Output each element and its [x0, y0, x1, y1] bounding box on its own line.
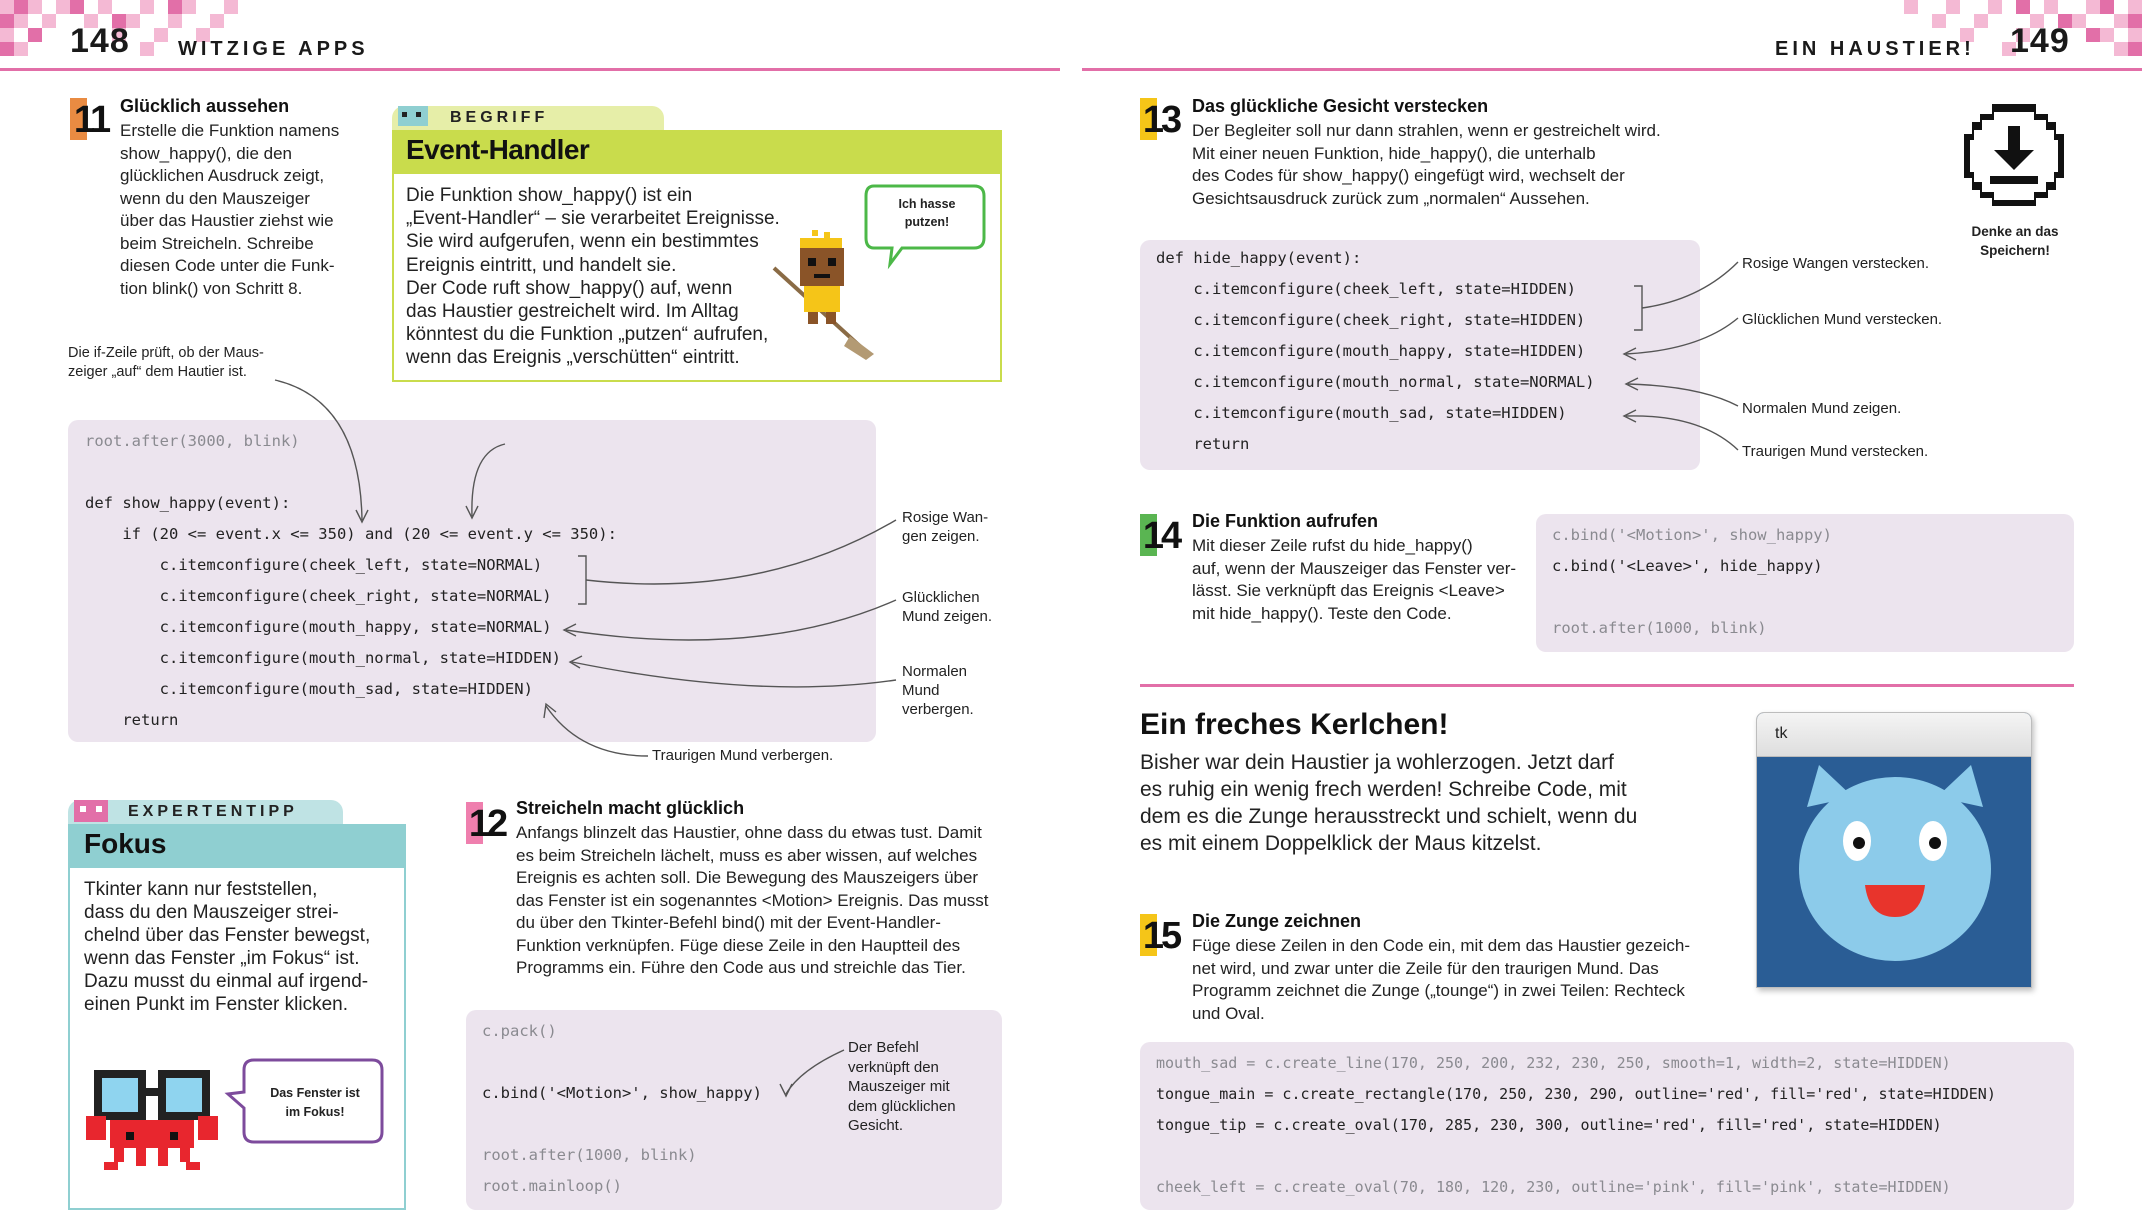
text-line: Tkinter kann nur feststellen,: [84, 879, 318, 900]
text-line: show_happy(), die den: [120, 143, 293, 163]
code-block-show-happy: [68, 420, 876, 742]
step-13-number: 13: [1140, 98, 1182, 140]
step-14-number: 14: [1140, 514, 1182, 556]
annotation-bind-explains: [848, 1038, 956, 1136]
text-line: chelnd über das Fenster bewegst,: [84, 925, 371, 946]
code-line: c.itemconfigure(mouth_sad, state=HIDDEN): [1156, 404, 1567, 422]
code-line: def show_happy(event):: [85, 494, 291, 512]
left-page-number: 148: [70, 22, 130, 60]
code-line: tongue_main = c.create_rectangle(170, 250, 230, 290, outline='red', fill='red', state=HIDDEN): [1156, 1085, 1996, 1103]
text-line: mit hide_happy(). Teste den Code.: [1192, 603, 1452, 623]
text-line: dass du den Mauszeiger strei-: [84, 902, 339, 923]
code-line: c.bind('<Motion>', show_happy): [482, 1084, 762, 1102]
text-line: über das Haustier ziehst wie: [120, 211, 334, 230]
step-11-number: 11: [70, 98, 112, 140]
text-line: Dazu musst du einmal auf irgend-: [84, 971, 369, 992]
text-line: Speichern!: [1980, 243, 2050, 258]
save-note: [1960, 222, 2070, 260]
code-line: c.itemconfigure(mouth_happy, state=HIDDEN): [1156, 342, 1586, 360]
code-line: mouth_sad = c.create_line(170, 250, 200, 232, 230, 250, smooth=1, width=2, state=HIDDEN): [1156, 1054, 1951, 1072]
expert-label: EXPERTENTIPP: [128, 803, 298, 820]
text-line: verknüpft den: [848, 1058, 939, 1076]
annotation-cheeks-hide: Rosige Wangen verstecken.: [1742, 255, 1930, 272]
text-line: wenn du den Mauszeiger: [120, 188, 310, 208]
step-15-number: 15: [1140, 914, 1182, 956]
code-line: def hide_happy(event):: [1156, 249, 1362, 267]
text-line: Erstelle die Funktion namens: [120, 121, 340, 140]
step-13-title: Das glückliche Gesicht verstecken: [1192, 96, 1489, 116]
text-line: Gesicht.: [848, 1117, 904, 1134]
code-line: c.itemconfigure(mouth_normal, state=HIDDEN): [85, 649, 561, 667]
step-12-number: 12: [466, 802, 508, 844]
annotation-normal-hide: [902, 662, 974, 719]
code-line: tongue_tip = c.create_oval(170, 285, 230, 300, outline='red', fill='red', state=HIDDEN): [1156, 1116, 1942, 1134]
code-line: c.itemconfigure(cheek_right, state=HIDDEN): [1156, 311, 1586, 329]
text-line: Mund zeigen.: [902, 608, 993, 625]
header-rule-right: [1082, 68, 2142, 71]
code-line: return: [85, 711, 179, 729]
begriff-tab-icon: [392, 100, 436, 128]
text-line: glücklichen Ausdruck zeigt,: [120, 166, 325, 185]
broom-character-icon: [770, 230, 880, 360]
code-line: c.pack(): [482, 1022, 557, 1040]
text-line: Rosige Wan-: [902, 509, 989, 526]
code-line: cheek_left = c.create_oval(70, 180, 120, 230, outline='pink', fill='pink', state=HIDDEN): [1156, 1178, 1951, 1196]
text-line: gen zeigen.: [902, 528, 980, 545]
tk-window-titlebar[interactable]: [1757, 713, 2031, 757]
annotation-happy-hide: Glücklichen Mund verstecken.: [1742, 311, 1943, 328]
text-line: es beim Streicheln lächelt, muss es aber wissen, auf welches: [516, 845, 978, 865]
text-line: einen Punkt im Fenster klicken.: [84, 994, 349, 1015]
text-line: dem es die Zunge herausstreckt und schielt, wenn du: [1140, 805, 1638, 828]
text-line: Programm zeichnet die Zunge („tounge“) in zwei Teilen: Rechteck: [1192, 981, 1685, 1000]
text-line: Ereignis es achten soll. Die Bewegung des Mauszeigers über: [516, 868, 979, 887]
step-13-text: [1192, 120, 1712, 210]
text-line: Normalen: [902, 663, 968, 680]
step-14-title: Die Funktion aufrufen: [1192, 511, 1378, 531]
text-line: diesen Code unter die Funk-: [120, 256, 335, 275]
code-line: root.after(1000, blink): [482, 1146, 697, 1164]
text-line: Die Funktion show_happy() ist ein: [406, 185, 693, 206]
text-line: zeiger „auf“ dem Hautier ist.: [68, 364, 247, 380]
code-line: root.after(1000, blink): [1552, 619, 1767, 637]
text-line: Funktion verknüpfen. Füge diese Zeile in den Hauptteil des: [516, 935, 961, 955]
right-page-number: 149: [2010, 22, 2070, 60]
text-line: lässt. Sie verknüpft das Ereignis <Leave>: [1192, 581, 1505, 600]
text-line: putzen!: [904, 215, 950, 229]
text-line: wenn das Ereignis „verschütten“ eintritt.: [406, 347, 740, 369]
text-line: das Fenster ist ein sogenanntes <Motion> Ereignis. Das musst: [516, 890, 989, 910]
code-line: root.mainloop(): [482, 1177, 622, 1195]
code-line: c.itemconfigure(cheek_right, state=NORMAL): [85, 587, 552, 605]
text-line: im Fokus!: [285, 1105, 345, 1119]
code-line: c.bind('<Motion>', show_happy): [1552, 526, 1832, 544]
code-line: if (20 <= event.x <= 350) and (20 <= event.y <= 350):: [85, 525, 617, 543]
step-11-text: [120, 120, 360, 300]
code-line: root.after(3000, blink): [85, 432, 300, 450]
text-line: es ruhig ein wenig frech werden! Schreibe Code, mit: [1140, 778, 1627, 801]
header-rule-left: [0, 68, 1060, 71]
text-line: Anfangs blinzelt das Haustier, ohne dass du etwas tust. Damit: [516, 823, 982, 842]
text-line: Mund: [902, 682, 940, 699]
text-line: Füge diese Zeilen in den Code ein, mit dem das Haustier gezeich-: [1192, 936, 1690, 955]
text-line: Mauszeiger mit: [848, 1078, 950, 1095]
begriff-title: Event-Handler: [406, 134, 590, 165]
tk-window-title: tk: [1775, 725, 1788, 742]
code-line: c.itemconfigure(mouth_sad, state=HIDDEN): [85, 680, 533, 698]
crab-goggles-icon: [86, 1062, 226, 1182]
code-line: c.itemconfigure(cheek_left, state=HIDDEN): [1156, 280, 1576, 298]
text-line: Ereignis eintritt, und handelt sie.: [406, 254, 677, 276]
expert-bubble-text: [248, 1084, 382, 1122]
text-line: Ich hasse: [898, 197, 956, 211]
text-line: Gesichtsausdruck zurück zum „normalen“ Aussehen.: [1192, 188, 1590, 208]
text-line: Der Code ruft show_happy() auf, wenn: [406, 277, 733, 299]
text-line: du über den Tkinter-Befehl bind() mit der Event-Handler-: [516, 913, 941, 932]
annotation-cheeks-show: [902, 508, 988, 546]
text-line: tion blink() von Schritt 8.: [120, 278, 303, 298]
code-line: c.itemconfigure(mouth_normal, state=NORMAL): [1156, 373, 1595, 391]
text-line: und Oval.: [1192, 1003, 1265, 1023]
text-line: „Event-Handler“ – sie verarbeitet Ereignisse.: [406, 208, 780, 230]
section-divider: [1140, 684, 2074, 687]
text-line: Das Fenster ist: [270, 1086, 360, 1100]
text-line: das Haustier gestreichelt wird. Im Alltag: [406, 301, 739, 323]
step-12-text: [516, 822, 1016, 980]
text-line: wenn das Fenster „im Fokus“ ist.: [84, 948, 360, 969]
text-line: Mit dieser Zeile rufst du hide_happy(): [1192, 536, 1473, 555]
code-line: c.itemconfigure(mouth_happy, state=NORMAL): [85, 618, 552, 636]
text-line: net wird, und zwar unter die Zeile für den traurigen Mund. Das: [1192, 958, 1659, 978]
text-line: Der Befehl: [848, 1039, 919, 1056]
text-line: es mit einem Doppelklick der Maus kitzelst.: [1140, 832, 1542, 855]
text-line: Die if-Zeile prüft, ob der Maus-: [68, 345, 264, 361]
step-14-text: [1192, 535, 1532, 625]
text-line: Glücklichen: [902, 589, 980, 606]
code-block-tongue: [1140, 1042, 2074, 1210]
code-line: c.itemconfigure(cheek_left, state=NORMAL): [85, 556, 543, 574]
begriff-label: BEGRIFF: [450, 109, 549, 126]
annotation-happy-show: [902, 588, 992, 626]
text-line: dem glücklichen: [848, 1097, 956, 1115]
save-download-icon: [1958, 100, 2070, 212]
code-block-hide-happy: [1140, 240, 1700, 470]
text-line: beim Streicheln. Schreibe: [120, 233, 314, 253]
expert-text: [84, 878, 404, 1016]
code-line: return: [1156, 435, 1250, 453]
text-line: Sie wird aufgerufen, wenn ein bestimmtes: [406, 231, 759, 253]
pet-happy-icon: [1757, 757, 2032, 988]
left-page-title: WITZIGE APPS: [178, 38, 369, 60]
annotation-normal-show: Normalen Mund zeigen.: [1742, 400, 1902, 417]
step-12-title: Streicheln macht glücklich: [516, 798, 745, 818]
right-page-title: EIN HAUSTIER!: [1775, 38, 1975, 60]
text-line: könntest du die Funktion „putzen“ aufrufen,: [406, 324, 769, 346]
begriff-bubble-text: [872, 195, 982, 231]
code-line: c.bind('<Leave>', hide_happy): [1552, 557, 1823, 575]
note-if-line: [68, 344, 264, 382]
text-line: auf, wenn der Mauszeiger das Fenster ver-: [1192, 558, 1517, 578]
begriff-text: [406, 184, 806, 370]
step-11-title: Glücklich aussehen: [120, 96, 290, 116]
text-line: Programms ein. Führe den Code aus und streichle das Tier.: [516, 958, 966, 977]
text-line: Der Begleiter soll nur dann strahlen, wenn er gestreichelt wird.: [1192, 121, 1661, 140]
section-title: Ein freches Kerlchen!: [1140, 708, 1449, 741]
annotation-sad-hide-2: Traurigen Mund verstecken.: [1742, 443, 1929, 460]
expert-title: Fokus: [84, 828, 167, 859]
annotation-sad-hide: Traurigen Mund verbergen.: [652, 747, 834, 764]
text-line: des Codes für show_happy() eingefügt wird, wechselt der: [1192, 166, 1625, 185]
text-line: Denke an das: [1971, 224, 2059, 239]
text-line: Bisher war dein Haustier ja wohlerzogen. Jetzt darf: [1140, 751, 1614, 774]
text-line: Mit einer neuen Funktion, hide_happy(), die unterhalb: [1192, 143, 1596, 163]
text-line: verbergen.: [902, 701, 974, 718]
step-15-title: Die Zunge zeichnen: [1192, 911, 1362, 931]
expert-tab-icon: [68, 792, 116, 824]
section-intro: [1140, 749, 1700, 857]
tk-window[interactable]: [1756, 712, 2032, 988]
code-block-bind-leave: [1536, 514, 2074, 652]
step-15-text: [1192, 935, 1752, 1025]
